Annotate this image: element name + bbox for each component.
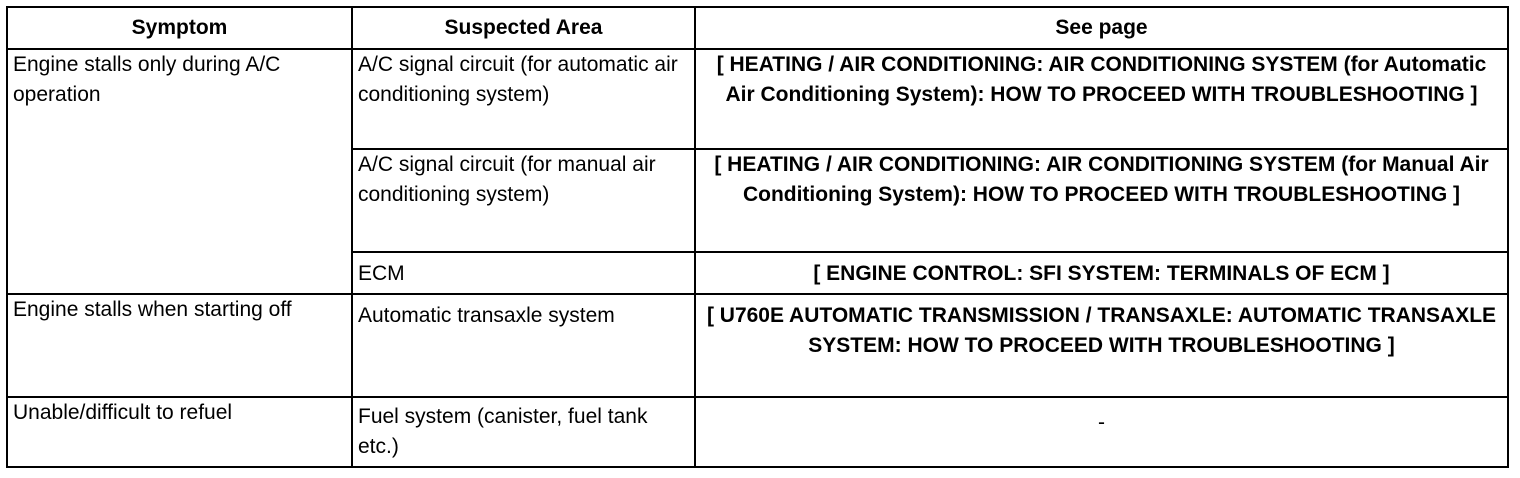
suspected-area-cell: A/C signal circuit (for manual air conditioning system) <box>352 149 695 252</box>
table-row <box>7 397 1508 467</box>
see-page-reference: [ HEATING / AIR CONDITIONING: AIR CONDITIONING SYSTEM (for Manual Air Conditioning System): HOW TO PROCEED WITH TROUBLESHOOTING ] <box>695 149 1508 252</box>
see-page-reference: [ HEATING / AIR CONDITIONING: AIR CONDITIONING SYSTEM (for Automatic Air Conditioning System): HOW TO PROCEED WITH TROUBLESHOOTING ] <box>695 49 1508 149</box>
suspected-area-cell: A/C signal circuit (for automatic air conditioning system) <box>352 49 695 149</box>
see-page-reference: [ ENGINE CONTROL: SFI SYSTEM: TERMINALS OF ECM ] <box>695 252 1508 294</box>
header-symptom: Symptom <box>7 7 352 49</box>
troubleshooting-table <box>6 6 1509 468</box>
suspected-area-cell: ECM <box>352 252 695 294</box>
symptom-cell: Engine stalls when starting off <box>7 294 352 397</box>
symptom-cell: Unable/difficult to refuel <box>7 397 352 467</box>
table-header-row <box>7 7 1508 49</box>
suspected-area-cell: Fuel system (canister, fuel tank etc.) <box>352 397 695 467</box>
header-see-page: See page <box>695 7 1508 49</box>
see-page-reference: [ U760E AUTOMATIC TRANSMISSION / TRANSAXLE: AUTOMATIC TRANSAXLE SYSTEM: HOW TO PROCEED WITH TROUBLESHOOTING ] <box>695 294 1508 397</box>
table-row <box>7 294 1508 397</box>
see-page-reference: - <box>695 397 1508 467</box>
suspected-area-cell: Automatic transaxle system <box>352 294 695 397</box>
header-suspected-area: Suspected Area <box>352 7 695 49</box>
symptom-cell: Engine stalls only during A/C operation <box>7 49 352 294</box>
table-row <box>7 49 1508 149</box>
